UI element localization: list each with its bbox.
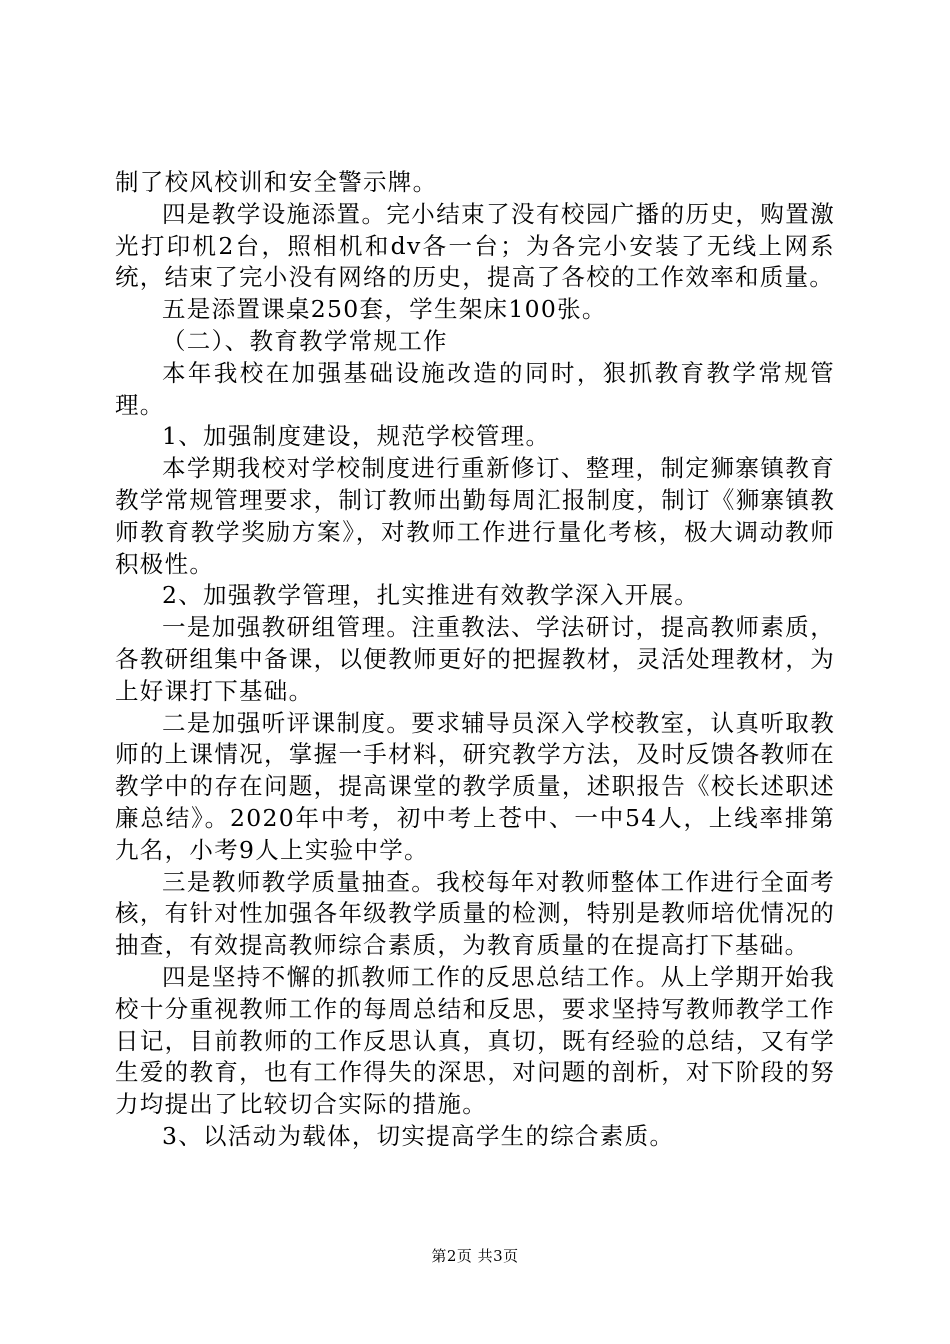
paragraph-9: 二是加强听评课制度。要求辅导员深入学校教室，认真听取教师的上课情况，掌握一手材料，研究教学方法，及时反馈各教师在教学中的存在问题，提高课堂的教学质量，述职报告《校长述职述廉总结》。2020年中考，初中考上苍中、一中54人，上线率排第九名，小考9人上实验中学。: [115, 708, 835, 864]
paragraph-4: 本年我校在加强基础设施改造的同时，狠抓教育教学常规管理。: [115, 358, 835, 419]
document-body: [115, 167, 835, 1153]
subheading-2: 2、加强教学管理，扎实推进有效教学深入开展。: [162, 581, 700, 610]
paragraph-1: 四是教学设施添置。完小结束了没有校园广播的历史，购置激光打印机2台，照相机和dv各一台；为各完小安装了无线上网系统，结束了完小没有网络的历史，提高了各校的工作效率和质量。: [115, 199, 835, 292]
paragraph-2: 五是添置课桌250套，学生架床100张。: [162, 295, 607, 324]
paragraph-10: 三是教师教学质量抽查。我校每年对教师整体工作进行全面考核，有针对性加强各年级教学质量的检测，特别是教师培优情况的抽查，有效提高教师综合素质，为教育质量的在提高打下基础。: [115, 867, 835, 960]
paragraph-8: 一是加强教研组管理。注重教法、学法研讨，提高教师素质，各教研组集中备课，以便教师更好的把握教材，灵活处理教材，为上好课打下基础。: [115, 613, 835, 705]
subheading-3: 3、以活动为载体，切实提高学生的综合素质。: [162, 1121, 675, 1150]
subheading-1: 1、加强制度建设，规范学校管理。: [162, 422, 551, 451]
paragraph-11: 四是坚持不懈的抓教师工作的反思总结工作。从上学期开始我校十分重视教师工作的每周总结和反思，要求坚持写教师教学工作日记，目前教师的工作反思认真，真切，既有经验的总结，又有学生爱的教育，也有工作得失的深思，对问题的剖析，对下阶段的努力均提出了比较切合实际的措施。: [115, 962, 835, 1119]
paragraph-0: 制了校风校训和安全警示牌。: [115, 168, 438, 196]
section-heading: （二）、教育教学常规工作: [162, 326, 448, 355]
page-footer: 第2页 共3页: [431, 1247, 519, 1265]
paragraph-6: 本学期我校对学校制度进行重新修订、整理，制定狮寨镇教育教学常规管理要求，制订教师出勤每周汇报制度，制订《狮寨镇教师教育教学奖励方案》，对教师工作进行量化考核，极大调动教师积极性。: [115, 454, 835, 578]
